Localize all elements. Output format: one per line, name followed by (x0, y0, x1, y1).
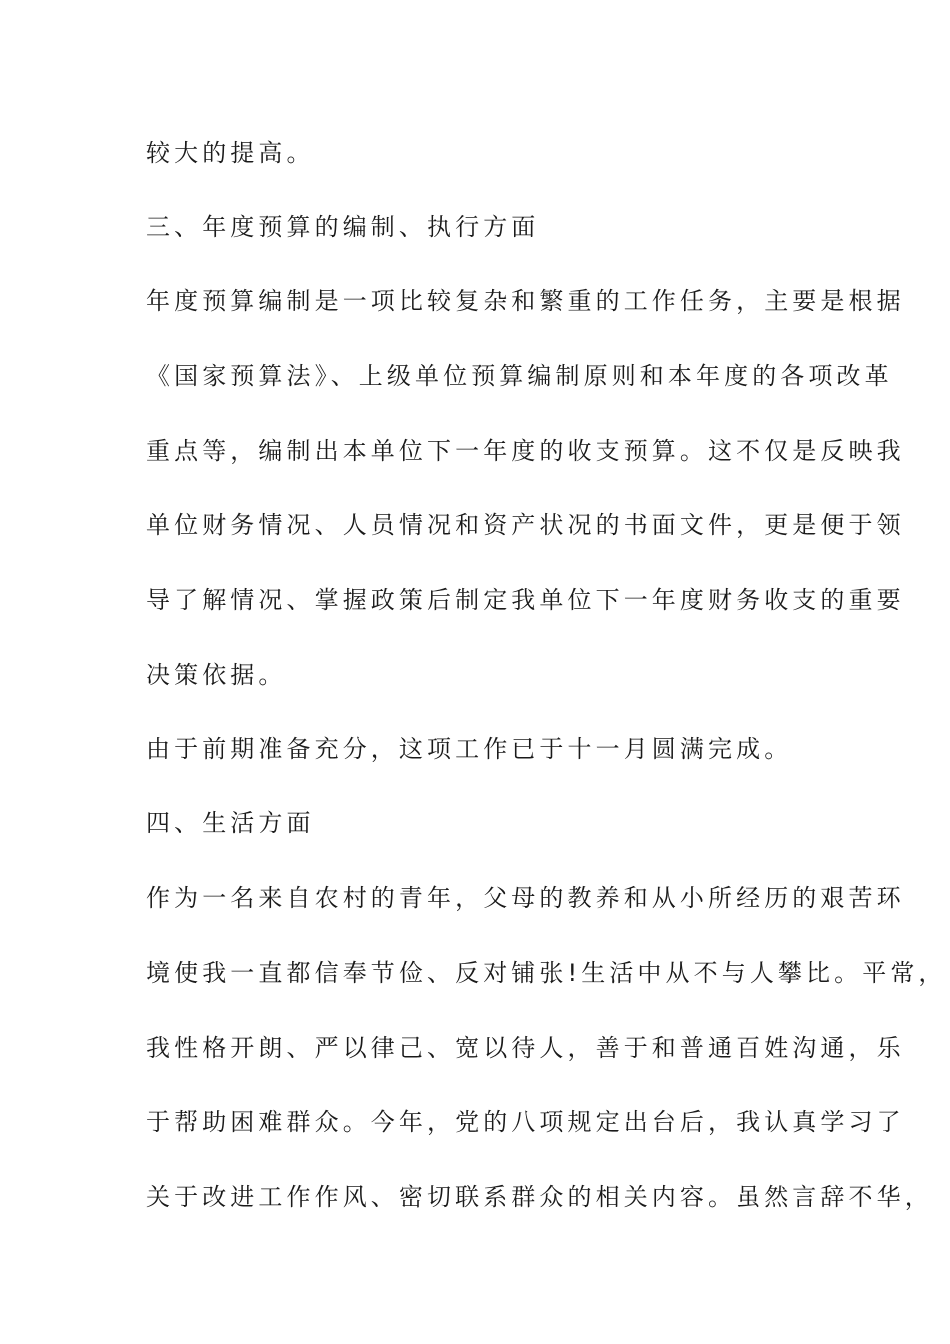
paragraph-line: 单位财务情况、人员情况和资产状况的书面文件，更是便于领 (146, 511, 905, 539)
paragraph-line: 于帮助困难群众。今年，党的八项规定出台后，我认真学习了 (146, 1108, 905, 1136)
paragraph-line: 年度预算编制是一项比较复杂和繁重的工作任务，主要是根据 (146, 287, 905, 315)
paragraph-line: 境使我一直都信奉节俭、反对铺张!生活中从不与人攀比。平常， (146, 959, 947, 987)
paragraph-line: 由于前期准备充分，这项工作已于十一月圆满完成。 (146, 735, 793, 763)
paragraph-line: 我性格开朗、严以律己、宽以待人，善于和普通百姓沟通，乐 (146, 1034, 905, 1062)
paragraph-line: 关于改进工作作风、密切联系群众的相关内容。虽然言辞不华， (146, 1183, 933, 1211)
paragraph-line: 《国家预算法》、上级单位预算编制原则和本年度的各项改革 (146, 362, 893, 390)
paragraph-line: 较大的提高。 (146, 139, 315, 167)
paragraph-line: 重点等，编制出本单位下一年度的收支预算。这不仅是反映我 (146, 437, 905, 465)
paragraph-line: 决策依据。 (146, 661, 287, 689)
paragraph-line: 导了解情况、掌握政策后制定我单位下一年度财务收支的重要 (146, 586, 905, 614)
paragraph-line: 作为一名来自农村的青年，父母的教养和从小所经历的艰苦环 (146, 884, 905, 912)
section-heading: 三、年度预算的编制、执行方面 (146, 213, 540, 241)
section-heading: 四、生活方面 (146, 809, 315, 837)
